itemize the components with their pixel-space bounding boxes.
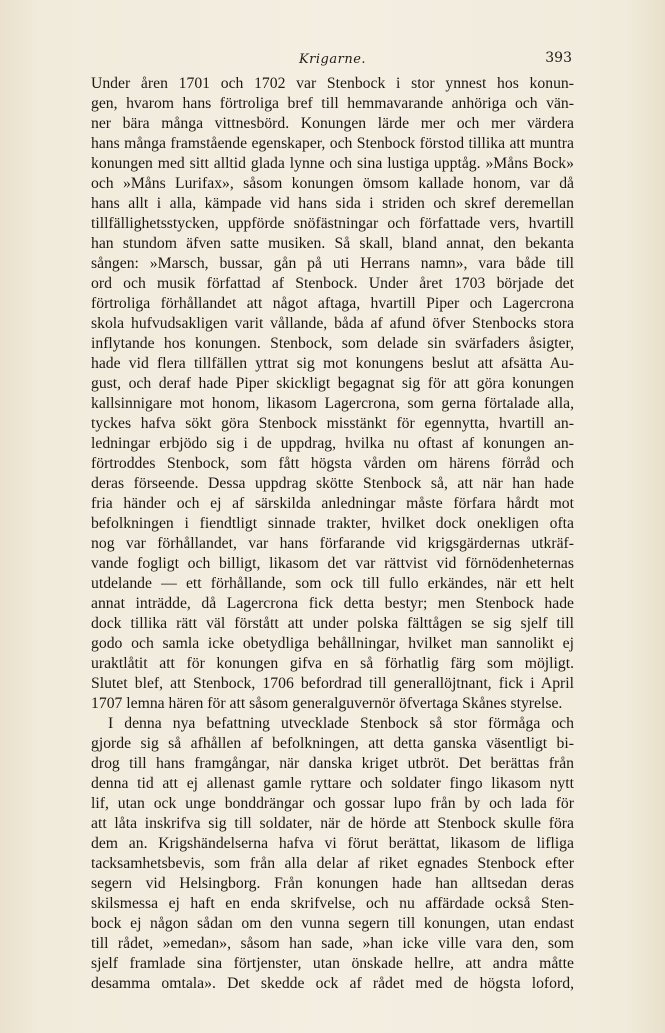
text-line: skola hufvudsakligen varit vållande, båda af afund öfver Stenbocks stora [91, 315, 574, 332]
text-line: godo och samla icke obetydliga behållningar, hvilket man sannolikt ej [91, 635, 574, 652]
text-line: konungen med sitt alltid glada lynne och sina lustiga upptåg. »Måns Bock» [91, 155, 574, 172]
page-header [0, 50, 665, 72]
text-line: Under åren 1701 och 1702 var Stenbock i stor ynnest hos konun- [91, 75, 574, 92]
text-line: gust, och deraf hade Piper skickligt begagnat sig för att göra konungen [91, 375, 574, 392]
text-line: ord och musik författad af Stenbock. Under året 1703 började det [91, 275, 574, 292]
text-line: deras förseende. Dessa uppdrag skötte Stenbock så, att när han hade [91, 475, 574, 492]
text-line: förtroliga förhållandet att något aftaga, hvartill Piper och Lagercrona [91, 295, 574, 312]
text-line: hans många framstående egenskaper, och Stenbock förstod tillika att muntra [91, 135, 574, 152]
text-line: inflytande hos konungen. Stenbock, som delade sin svärfaders åsigter, [91, 335, 574, 352]
text-line: denna tid att ej allenast gamle ryttare och soldater fingo likasom nytt [91, 775, 574, 792]
page-number: 393 [545, 50, 572, 66]
text-line: tyckes hafva sökt göra Stenbock misstänkt för egennytta, hvartill an- [91, 415, 574, 432]
text-line: ledningar erbjödo sig i de uppdrag, hvilka nu oftast af konungen an- [91, 435, 574, 452]
text-line: och »Måns Lurifax», såsom konungen ömsom kallade honom, var då [91, 175, 574, 192]
text-line: kallsinnigare mot honom, likasom Lagercrona, som gerna förtalade alla, [91, 395, 574, 412]
text-line: gjorde sig så afhållen af befolkningen, att detta ganska väsentligt bi- [91, 735, 574, 752]
text-line: han stundom äfven satte musiken. Så skall, bland annat, den bekanta [91, 235, 574, 252]
text-line: hade vid flera tillfällen yttrat sig mot konungens beslut att afsätta Au- [91, 355, 574, 372]
text-line: till rådet, »emedan», såsom han sade, »han icke ville vara den, som [91, 935, 574, 952]
text-line: segern vid Helsingborg. Från konungen hade han alltsedan deras [91, 875, 574, 892]
text-line: 1707 lemna hären för att såsom generalguvernör öfvertaga Skånes styrelse. [91, 695, 563, 712]
text-line: drog till hans framgångar, när danska kriget utbröt. Det berättas från [91, 755, 574, 772]
text-line: annat inträdde, då Lagercrona fick detta bestyr; men Stenbock hade [91, 595, 574, 612]
text-line: befolkningen i fiendtligt sinnade trakter, hvilket dock onekligen ofta [91, 515, 574, 532]
text-line: desamma omtala». Det skedde ock af rådet med de högsta loford, [91, 975, 574, 992]
text-line: lif, utan ock unge bonddrängar och gossar lupo från by och lada för [91, 795, 574, 812]
text-line: att låta inskrifva sig till soldater, när de hörde att Stenbock skulle föra [91, 815, 574, 832]
text-line: förtroddes Stenbock, som fått högsta vården om härens förråd och [91, 455, 574, 472]
text-line: vande fogligt och billigt, likasom det var rättvist vid förnödenheternas [91, 555, 574, 572]
text-line: nog var förhållandet, var hans förfarande vid krigsgärdernas utkräf- [91, 535, 574, 552]
body-text [91, 74, 574, 994]
running-title: Krigarne. [298, 52, 367, 67]
text-line: gen, hvarom hans förtroliga bref till hemmavarande anhöriga och vän- [91, 95, 574, 112]
text-line: sjelf framlade sina förtjenster, utan önskade hellre, att andra måtte [91, 955, 574, 972]
text-line: dock tillika rätt väl förstått att under polska fälttågen se sig sjelf till [91, 615, 574, 632]
text-line: utdelande — ett förhållande, som ock till fullo erkändes, när ett helt [91, 575, 574, 592]
text-line: I denna nya befattning utvecklade Stenbock så stor förmåga och [108, 715, 574, 732]
text-line: ner bära många vittnesbörd. Konungen lärde mer och mer värdera [91, 115, 574, 132]
text-line: skilsmessa ej haft en enda skrifvelse, och nu affärdade också Sten- [91, 895, 574, 912]
text-line: uraktlåtit att för konungen gifva en så förhatlig färg som möjligt. [91, 655, 574, 672]
text-line: hans allt i alla, kämpade vid hans sida i striden och skref deremellan [91, 195, 574, 212]
text-line: dem an. Krigshändelserna hafva vi förut berättat, likasom de lifliga [91, 835, 574, 852]
text-line: Slutet blef, att Stenbock, 1706 befordrad till generallöjtnant, fick i April [91, 675, 574, 692]
text-line: fria händer och ej af särskilda anledningar måste förfara hårdt mot [91, 495, 574, 512]
text-line: bock ej någon sådan om den vunna segern till konungen, utan endast [91, 915, 574, 932]
text-line: sången: »Marsch, bussar, gån på uti Herrans namn», vara både till [91, 255, 574, 272]
text-line: tacksamhetsbevis, som från alla delar af riket egnades Stenbock efter [91, 855, 574, 872]
text-line: tillfällighetsstycken, uppförde snöfästningar och författade vers, hvartill [91, 215, 574, 232]
